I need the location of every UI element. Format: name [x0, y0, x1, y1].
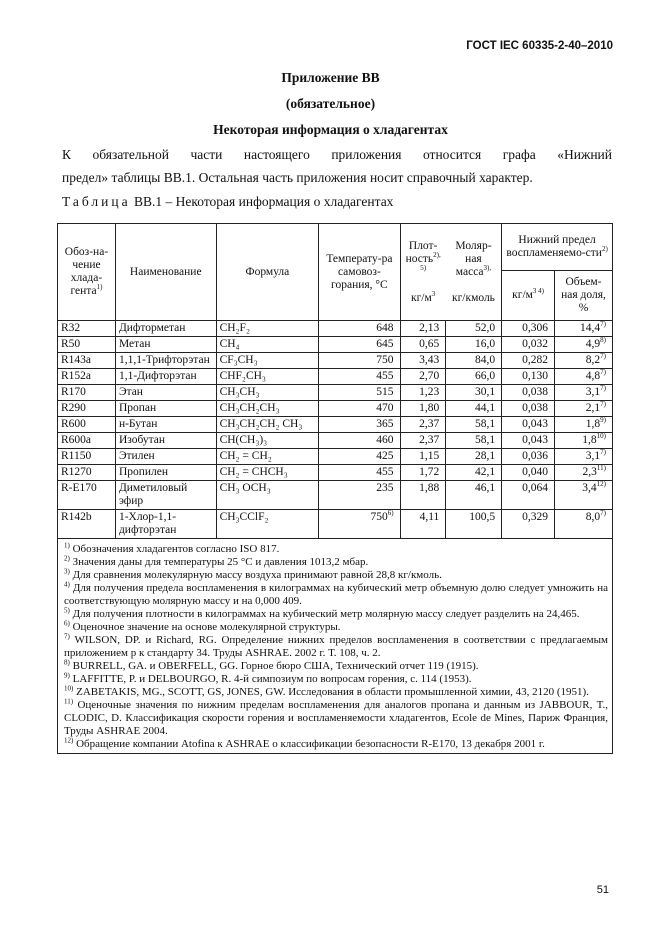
cell-temperature: 648 — [319, 321, 400, 337]
cell-temperature: 365 — [319, 417, 400, 433]
cell-volume-fraction: 1,8$^{10)}$ — [555, 433, 613, 449]
cell-designation: R152a — [58, 369, 116, 385]
cell-molar-mass: 52,0 — [446, 321, 502, 337]
header-name: Наименование — [115, 224, 216, 321]
cell-temperature: 425 — [319, 449, 400, 465]
cell-density: 2,37 — [400, 433, 446, 449]
cell-name: Дифторметан — [115, 321, 216, 337]
table-note: $^{6)}$ Оценочное значение на основе молекулярной структуры. — [64, 619, 341, 633]
cell-designation: R170 — [58, 385, 116, 401]
cell-designation: R142b — [58, 510, 116, 539]
page-number: 51 — [596, 884, 609, 896]
cell-lfl: 0,043 — [502, 417, 555, 433]
cell-formula: CH₂F₂ — [216, 321, 319, 337]
table-row — [58, 353, 613, 369]
cell-name: Метан — [115, 337, 216, 353]
cell-volume-fraction: 2,1$^{7)}$ — [555, 401, 613, 417]
table-note: $^{9)}$ LAFFITTE, P. и DELBOURGO, R. 4-й симпозиум по вопросам горения, с. 114 (1953). — [64, 671, 472, 685]
cell-volume-fraction: 3,1$^{7)}$ — [555, 449, 613, 465]
cell-name: н-Бутан — [115, 417, 216, 433]
cell-temperature: 515 — [319, 385, 400, 401]
table-note: $^{4)}$ Для получения предела воспламенения в килограммах на кубический метр объемную долю следует умножить на соответствующую молярную массу и на 0,000 409. — [64, 580, 608, 607]
cell-lfl: 0,038 — [502, 385, 555, 401]
intro-line-1: К обязательной части настоящего приложения относится графа «Нижний — [62, 147, 612, 162]
cell-density: 0,65 — [400, 337, 446, 353]
table-notes — [58, 539, 613, 754]
table-row — [58, 337, 613, 353]
table-row — [58, 385, 613, 401]
cell-name: Этилен — [115, 449, 216, 465]
cell-lfl: 0,032 — [502, 337, 555, 353]
cell-density: 2,37 — [400, 417, 446, 433]
table-row — [58, 417, 613, 433]
cell-lfl: 0,130 — [502, 369, 555, 385]
cell-density: 1,15 — [400, 449, 446, 465]
cell-molar-mass: 58,1 — [446, 417, 502, 433]
cell-density: 1,80 — [400, 401, 446, 417]
table-row — [58, 369, 613, 385]
cell-molar-mass: 58,1 — [446, 433, 502, 449]
header-volume-fraction: Объем-ная доля, % — [555, 271, 613, 321]
cell-formula: CH₃CH₂CH₂ CH₃ — [216, 417, 319, 433]
table-note: $^{2)}$ Значения даны для температуры 25 °С и давления 1013,2 мбар. — [64, 554, 369, 568]
cell-molar-mass: 46,1 — [446, 481, 502, 510]
cell-molar-mass: 16,0 — [446, 337, 502, 353]
cell-formula: CH₃CClF₂ — [216, 510, 319, 539]
cell-volume-fraction: 3,1$^{7)}$ — [555, 385, 613, 401]
table-note: $^{11)}$ Оценочные значения по нижним пределам воспламенения для аналогов пропана и данным из JABBOUR, T., CLODIC, D. Классификация скорости горения и воспламеняемости хладагентов, Ecole de Mines, Париж Франция, Труды ASHRAE 2004. — [64, 697, 608, 737]
cell-formula: CH₃ OCH₃ — [216, 481, 319, 510]
cell-designation: R290 — [58, 401, 116, 417]
cell-density: 1,23 — [400, 385, 446, 401]
table-note: $^{1)}$ Обозначения хладагентов согласно ISO 817. — [64, 541, 280, 555]
table-row — [58, 321, 613, 337]
cell-density: 2,13 — [400, 321, 446, 337]
cell-designation: R1150 — [58, 449, 116, 465]
cell-lfl: 0,329 — [502, 510, 555, 539]
cell-volume-fraction: 8,2$^{7)}$ — [555, 353, 613, 369]
cell-designation: R600a — [58, 433, 116, 449]
cell-designation: R32 — [58, 321, 116, 337]
cell-molar-mass: 44,1 — [446, 401, 502, 417]
cell-volume-fraction: 4,8$^{7)}$ — [555, 369, 613, 385]
cell-designation: R600 — [58, 417, 116, 433]
cell-lfl: 0,282 — [502, 353, 555, 369]
cell-density: 3,43 — [400, 353, 446, 369]
table-note: $^{5)}$ Для получения плотности в килограммах на кубический метр молярную массу следует разделить на 24,465. — [64, 606, 580, 620]
cell-temperature: 235 — [319, 481, 400, 510]
cell-density: 2,70 — [400, 369, 446, 385]
cell-name: Этан — [115, 385, 216, 401]
header-designation: Обоз-на-чение хлада-гента$^{1)}$ — [58, 224, 116, 321]
header-temperature: Температу-ра самовоз-горания, °С — [319, 224, 400, 321]
table-row — [58, 449, 613, 465]
cell-volume-fraction: 8,0$^{7)}$ — [555, 510, 613, 539]
cell-formula: CH(CH₃)₃ — [216, 433, 319, 449]
cell-formula: CHF₂CH₃ — [216, 369, 319, 385]
cell-volume-fraction: 2,3$^{11)}$ — [555, 465, 613, 481]
cell-temperature: 455 — [319, 465, 400, 481]
table-note: $^{3)}$ Для сравнения молекулярную массу воздуха принимают равной 28,8 кг/кмоль. — [64, 567, 442, 581]
header-molar-mass: Моляр-ная масса$^{3),}$ кг/кмоль — [446, 224, 502, 321]
cell-temperature: 460 — [319, 433, 400, 449]
cell-name: 1,1-Дифторэтан — [115, 369, 216, 385]
table-caption — [62, 194, 393, 210]
cell-volume-fraction: 1,8$^{9)}$ — [555, 417, 613, 433]
cell-formula: CH₃CH₂CH₃ — [216, 401, 319, 417]
table-note: $^{8)}$ BURRELL, GA. и OBERFELL, GG. Горное бюро США, Технический отчет 119 (1915). — [64, 658, 479, 672]
cell-molar-mass: 66,0 — [446, 369, 502, 385]
cell-molar-mass: 30,1 — [446, 385, 502, 401]
cell-designation: R-E170 — [58, 481, 116, 510]
cell-temperature: 470 — [319, 401, 400, 417]
cell-name: Пропан — [115, 401, 216, 417]
table-row — [58, 465, 613, 481]
cell-density: 1,88 — [400, 481, 446, 510]
cell-volume-fraction: 14,4$^{7)}$ — [555, 321, 613, 337]
cell-name: Диметиловый эфир — [115, 481, 216, 510]
header-density: Плот-ность$^{2), 5)}$ $кг/м^3$ — [400, 224, 446, 321]
cell-name: 1,1,1-Трифторэтан — [115, 353, 216, 369]
cell-molar-mass: 100,5 — [446, 510, 502, 539]
appendix-status: (обязательное) — [285, 96, 376, 111]
cell-molar-mass: 84,0 — [446, 353, 502, 369]
table-note: $^{7)}$ WILSON, DP. и Richard, RG. Определение нижних пределов воспламенения в соответствии с предлагаемым приложением р к стандарту 34. Труды ASHRAE. 2002 г. Т. 108, ч. 2. — [64, 632, 608, 659]
cell-name: Пропилен — [115, 465, 216, 481]
cell-lfl: 0,040 — [502, 465, 555, 481]
cell-name: Изобутан — [115, 433, 216, 449]
cell-lfl: 0,038 — [502, 401, 555, 417]
cell-temperature: 750$^{6)}$ — [319, 510, 400, 539]
cell-molar-mass: 42,1 — [446, 465, 502, 481]
table-note: $^{12)}$ Обращение компании Atofina к ASHRAE о классификации безопасности R-E170, 13 декабря 2001 г. — [64, 736, 545, 750]
cell-formula: CH₄ — [216, 337, 319, 353]
table-note: $^{10)}$ ZABETAKIS, MG., SCOTT, GS, JONES, GW. Исследования в области промышленной химии, 43, 2120 (1951). — [64, 684, 589, 698]
cell-name: 1-Хлор-1,1-дифторэтан — [115, 510, 216, 539]
header-formula: Формула — [216, 224, 319, 321]
header-lfl: Нижний предел воспламеняемо-сти$^{2)}$ — [502, 224, 613, 271]
cell-volume-fraction: 3,4$^{12)}$ — [555, 481, 613, 510]
cell-lfl: 0,306 — [502, 321, 555, 337]
table-row — [58, 510, 613, 539]
cell-volume-fraction: 4,9$^{8)}$ — [555, 337, 613, 353]
cell-designation: R50 — [58, 337, 116, 353]
intro-line-2: предел» таблицы ВВ.1. Остальная часть приложения носит справочный характер. — [62, 170, 533, 185]
table-caption-prefix: Таблица — [62, 194, 131, 209]
document-header: ГОСТ IEC 60335-2-40–2010 — [466, 40, 613, 52]
refrigerant-table — [57, 223, 613, 754]
section-title: Некоторая информация о хладагентах — [213, 122, 448, 137]
cell-lfl: 0,064 — [502, 481, 555, 510]
table-caption-rest: ВВ.1 – Некоторая информация о хладагентах — [130, 194, 394, 209]
table-row — [58, 481, 613, 510]
header-lfl-unit: $кг/м^{3 4)}$ — [502, 271, 555, 321]
cell-density: 4,11 — [400, 510, 446, 539]
cell-temperature: 455 — [319, 369, 400, 385]
cell-lfl: 0,043 — [502, 433, 555, 449]
table-row — [58, 433, 613, 449]
cell-formula: CH₃CH₃ — [216, 385, 319, 401]
cell-designation: R143a — [58, 353, 116, 369]
cell-molar-mass: 28,1 — [446, 449, 502, 465]
table-row — [58, 401, 613, 417]
cell-lfl: 0,036 — [502, 449, 555, 465]
appendix-title: Приложение ВВ — [281, 70, 380, 85]
cell-temperature: 750 — [319, 353, 400, 369]
cell-formula: CH₂ = CHCH₃ — [216, 465, 319, 481]
cell-temperature: 645 — [319, 337, 400, 353]
cell-formula: CF₃CH₃ — [216, 353, 319, 369]
cell-density: 1,72 — [400, 465, 446, 481]
cell-formula: CH₂ = CH₂ — [216, 449, 319, 465]
cell-designation: R1270 — [58, 465, 116, 481]
